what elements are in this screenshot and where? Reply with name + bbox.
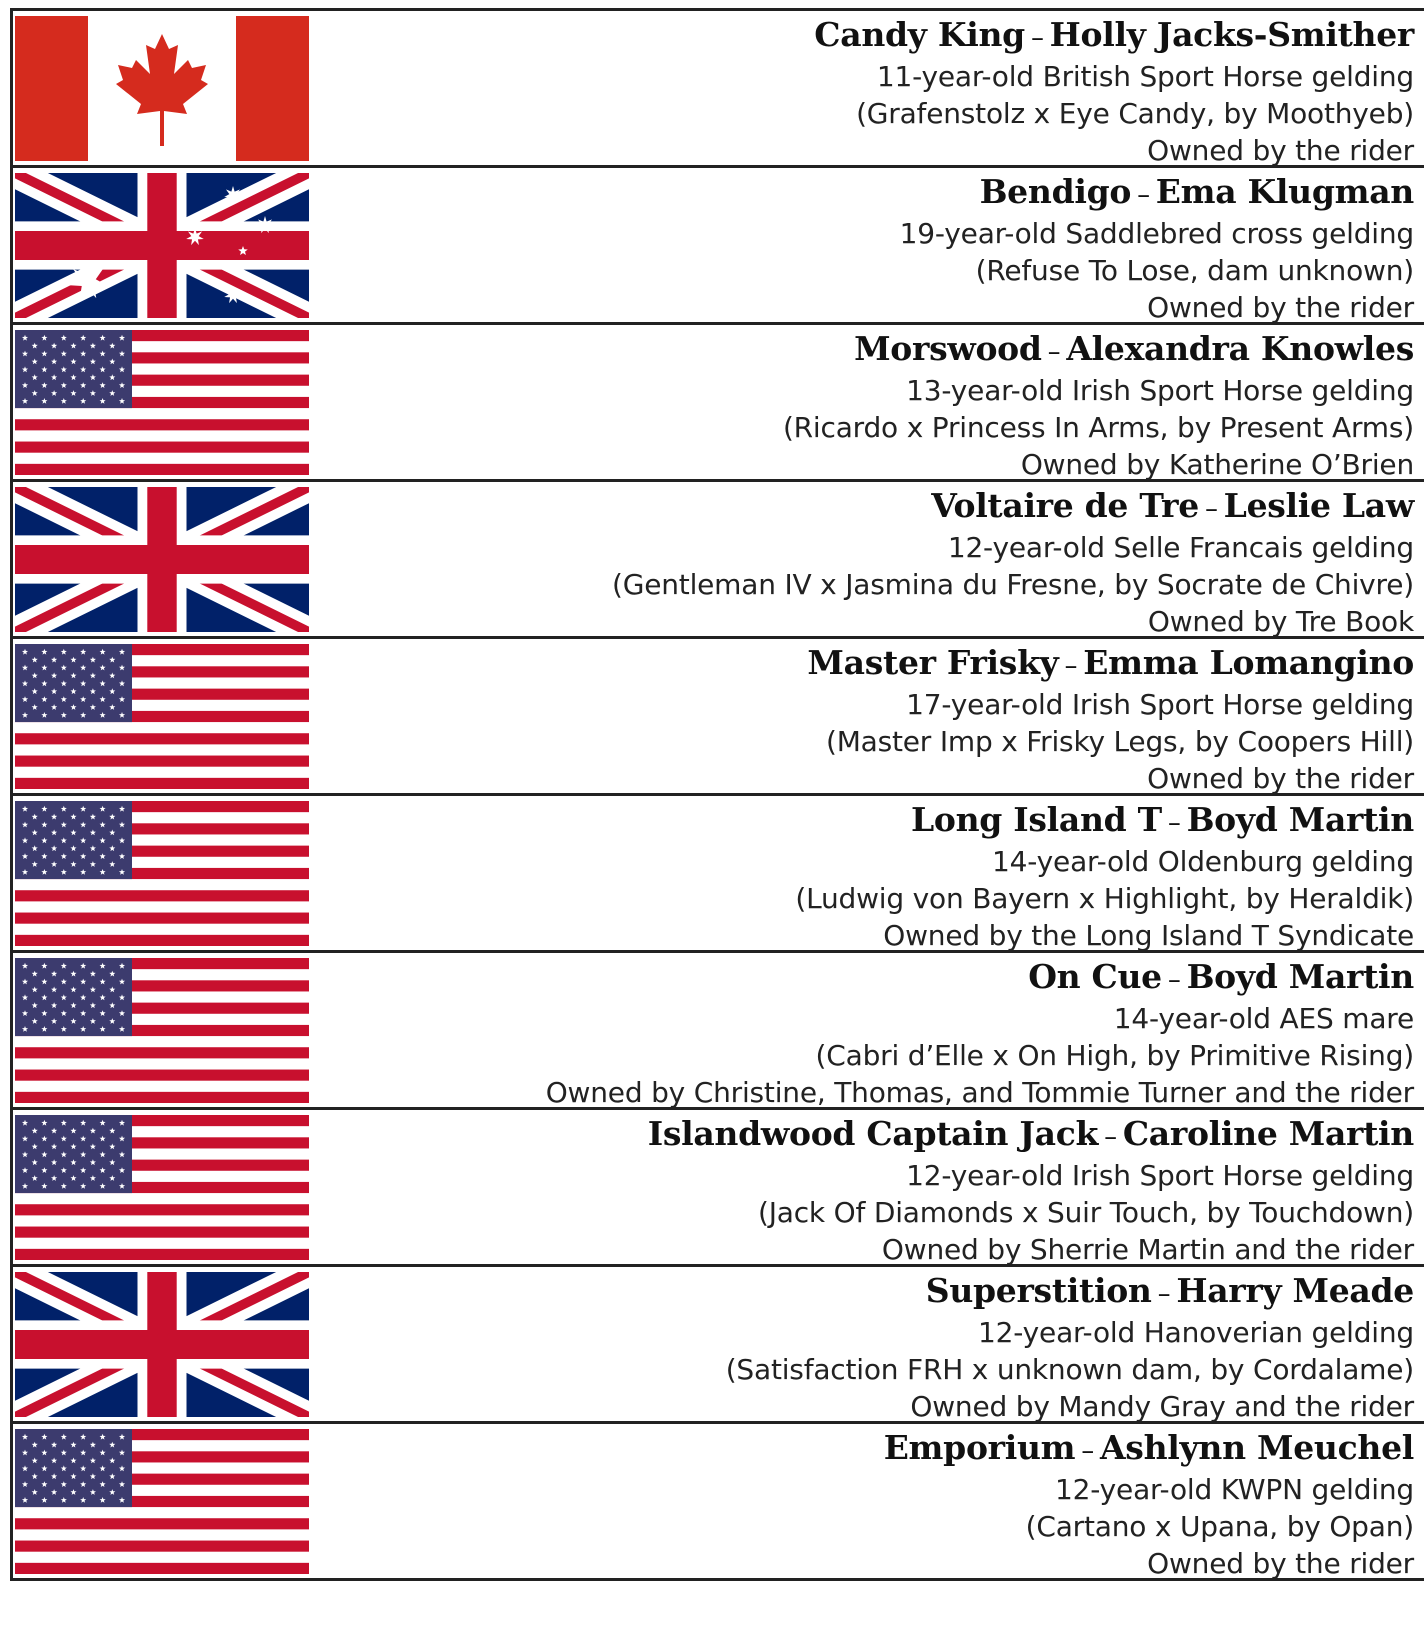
entry-row (13, 1424, 1424, 1581)
rider-name: Alexandra Knowles (1066, 329, 1414, 368)
separator: – (1104, 1122, 1117, 1152)
separator: – (1204, 494, 1218, 524)
entry-title (807, 643, 1414, 686)
horse-description: 12-year-old Selle Francais gelding (947, 531, 1414, 564)
usa-flag-icon (15, 644, 309, 789)
canada-flag-icon (15, 16, 309, 161)
rider-name: Holly Jacks-Smither (1049, 15, 1414, 54)
usa-flag-icon (15, 1429, 309, 1574)
entry-row (13, 482, 1424, 639)
usa-flag-icon (15, 330, 309, 475)
entry-row (13, 168, 1424, 325)
horse-breeding: (Cartano x Upana, by Opan) (1025, 1510, 1414, 1543)
horse-owner: Owned by Mandy Gray and the rider (910, 1390, 1414, 1423)
entry-title (612, 486, 1414, 529)
horse-owner: Owned by the rider (1147, 291, 1414, 324)
horse-owner: Owned by the rider (1147, 134, 1414, 167)
entry-text (814, 15, 1414, 169)
horse-name: Superstition (925, 1271, 1152, 1310)
entry-row (13, 1110, 1424, 1267)
horse-breeding: (Ludwig von Bayern x Highlight, by Heraldik) (795, 882, 1414, 915)
horse-name: Voltaire de Tre (931, 486, 1199, 525)
horse-description: 13-year-old Irish Sport Horse gelding (906, 374, 1414, 407)
entry-row (13, 953, 1424, 1110)
horse-name: Bendigo (979, 172, 1132, 211)
entry-title (900, 172, 1414, 215)
horse-name: Long Island T (910, 800, 1162, 839)
uk-flag-icon (15, 487, 309, 632)
entry-text (783, 329, 1414, 483)
entry-text (612, 486, 1414, 640)
entry-title (783, 329, 1414, 372)
horse-owner: Owned by the rider (1147, 762, 1414, 795)
rider-name: Emma Lomangino (1083, 643, 1414, 682)
horse-description: 12-year-old Irish Sport Horse gelding (906, 1159, 1414, 1192)
horse-description: 11-year-old British Sport Horse gelding (876, 60, 1414, 93)
horse-description: 12-year-old KWPN gelding (1055, 1473, 1414, 1506)
horse-breeding: (Gentleman IV x Jasmina du Fresne, by Socrate de Chivre) (612, 568, 1414, 601)
separator: – (1157, 1279, 1171, 1309)
rider-name: Ashlynn Meuchel (1100, 1428, 1414, 1467)
horse-name: Master Frisky (807, 643, 1059, 682)
separator: – (1030, 23, 1044, 53)
horse-owner: Owned by Tre Book (1147, 605, 1414, 638)
entry-text (546, 957, 1414, 1111)
horse-breeding: (Master Imp x Frisky Legs, by Coopers Hill) (825, 725, 1414, 758)
horse-name: On Cue (1028, 957, 1162, 996)
entry-text (726, 1271, 1414, 1425)
horse-breeding: (Cabri d’Elle x On High, by Primitive Rising) (815, 1039, 1414, 1072)
rider-name: Harry Meade (1176, 1271, 1414, 1310)
entry-text (795, 800, 1414, 954)
separator: – (1081, 1436, 1094, 1466)
horse-owner: Owned by the rider (1147, 1547, 1414, 1580)
horse-name: Candy King (814, 15, 1025, 54)
entry-title (726, 1271, 1414, 1314)
entry-row (13, 639, 1424, 796)
horse-description: 12-year-old Hanoverian gelding (978, 1316, 1414, 1349)
separator: – (1047, 337, 1061, 367)
entry-row (13, 11, 1424, 168)
entry-title (795, 800, 1414, 843)
horse-breeding: (Refuse To Lose, dam unknown) (975, 254, 1414, 287)
separator: – (1064, 651, 1078, 681)
rider-name: Caroline Martin (1122, 1114, 1414, 1153)
entry-title (546, 957, 1414, 1000)
entry-row (13, 796, 1424, 953)
rider-name: Leslie Law (1223, 486, 1414, 525)
entry-title (884, 1428, 1414, 1471)
separator: – (1167, 965, 1181, 995)
horse-description: 14-year-old AES mare (1113, 1002, 1414, 1035)
uk-flag-icon (15, 1272, 309, 1417)
entry-text (900, 172, 1414, 326)
entry-row (13, 325, 1424, 482)
entry-title (648, 1114, 1414, 1157)
usa-flag-icon (15, 1115, 309, 1260)
horse-name: Islandwood Captain Jack (647, 1114, 1099, 1153)
rider-name: Boyd Martin (1186, 957, 1414, 996)
separator: – (1137, 180, 1150, 210)
horse-description: 19-year-old Saddlebred cross gelding (899, 217, 1414, 250)
horse-name: Emporium (883, 1428, 1076, 1467)
horse-owner: Owned by Katherine O’Brien (1020, 448, 1414, 481)
horse-description: 14-year-old Oldenburg gelding (992, 845, 1414, 878)
horse-breeding: (Satisfaction FRH x unknown dam, by Cordalame) (725, 1353, 1414, 1386)
separator: – (1167, 808, 1181, 838)
entry-row (13, 1267, 1424, 1424)
horse-breeding: (Ricardo x Princess In Arms, by Present Arms) (782, 411, 1414, 444)
rider-name: Boyd Martin (1186, 800, 1414, 839)
entry-list (10, 8, 1424, 1581)
horse-description: 17-year-old Irish Sport Horse gelding (906, 688, 1414, 721)
horse-breeding: (Grafenstolz x Eye Candy, by Moothyeb) (856, 97, 1414, 130)
horse-owner: Owned by Sherrie Martin and the rider (881, 1233, 1414, 1266)
horse-name: Morswood (854, 329, 1042, 368)
usa-flag-icon (15, 958, 309, 1103)
horse-breeding: (Jack Of Diamonds x Suir Touch, by Touchdown) (758, 1196, 1414, 1229)
rider-name: Ema Klugman (1155, 172, 1414, 211)
horse-owner: Owned by Christine, Thomas, and Tommie Turner and the rider (545, 1076, 1414, 1109)
entry-title (814, 15, 1414, 58)
entry-text (807, 643, 1414, 797)
usa-flag-icon (15, 801, 309, 946)
horse-owner: Owned by the Long Island T Syndicate (883, 919, 1414, 952)
entry-text (648, 1114, 1414, 1268)
australia-flag-icon (15, 173, 309, 318)
entry-text (884, 1428, 1414, 1582)
